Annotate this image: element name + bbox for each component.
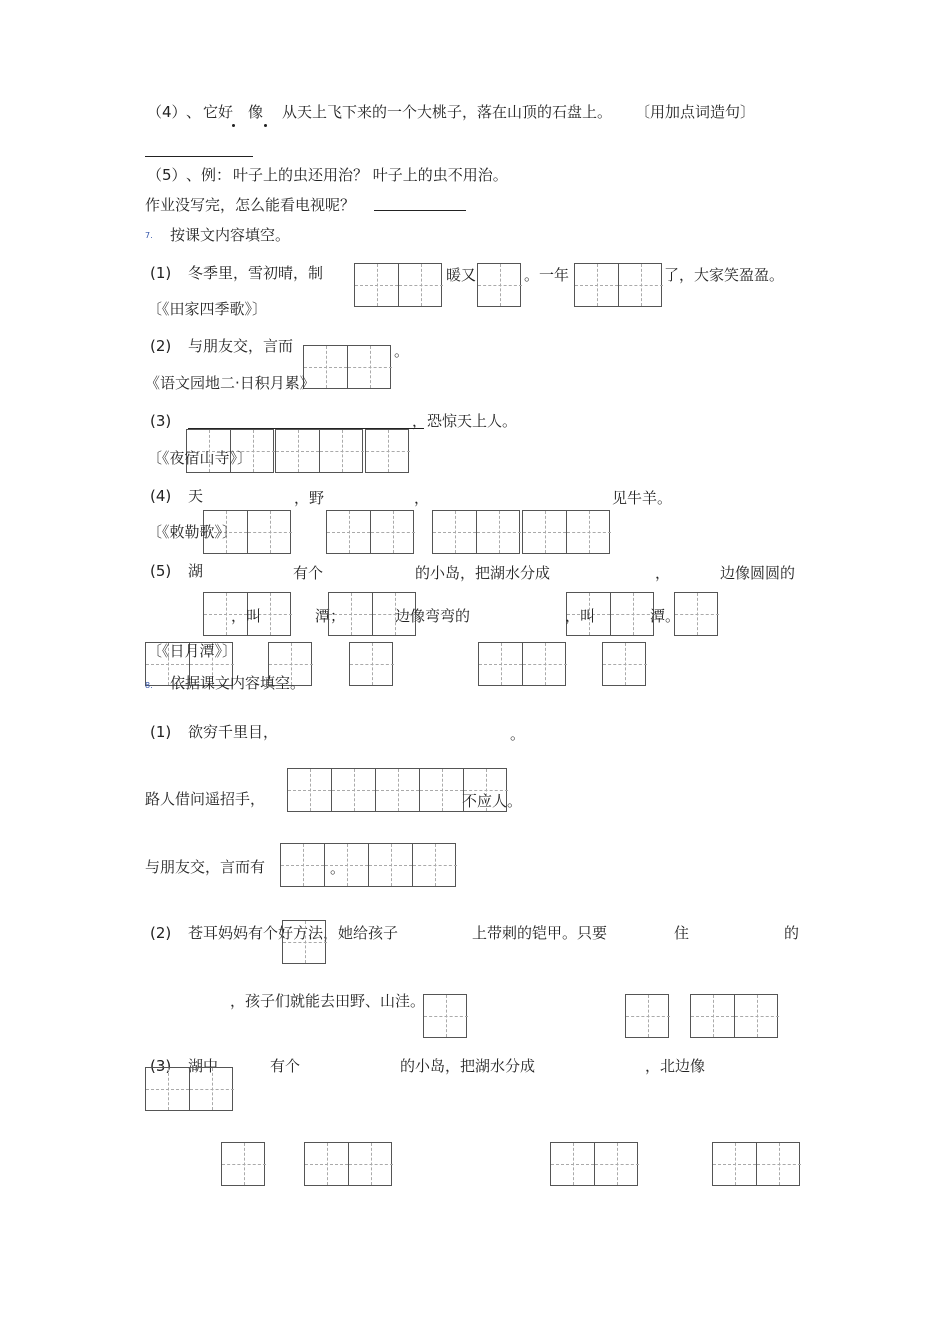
s8-1-line2-b: 不应人。: [462, 792, 523, 810]
s7-1-text-a: 冬季里，雪初晴，制: [188, 264, 324, 282]
s7-1-text-b: 暖又: [446, 266, 477, 284]
s7-5-text-d: ，: [655, 564, 671, 582]
q5-label: 、例：: [186, 166, 232, 184]
s8-3-text-d: ，北边像: [645, 1057, 706, 1075]
s8-2-text-c: 住: [674, 924, 690, 942]
section-7-title: 按课文内容填空。: [170, 226, 291, 244]
answer-grid[interactable]: [221, 1142, 265, 1186]
s7-5-text-e: 边像圆圆的: [720, 564, 796, 582]
answer-grid[interactable]: [365, 429, 409, 473]
s7-1-text-d: 了，大家笑盈盈。: [664, 266, 785, 284]
answer-grid[interactable]: [712, 1142, 800, 1186]
s7-5-text-c: 的小岛，把湖水分成: [415, 564, 551, 582]
answer-grid[interactable]: [477, 263, 521, 307]
s7-3-text-a: ，恐惊天上人。: [412, 412, 518, 430]
s7-2-number: (2): [150, 337, 172, 355]
answer-grid[interactable]: [303, 345, 391, 389]
s8-3-number: (3): [150, 1057, 172, 1075]
s7-5-text-j: 潭。: [650, 607, 681, 625]
q4-separator: 、: [186, 103, 202, 121]
answer-grid[interactable]: [432, 510, 520, 554]
s8-1-line2-a: 路人借问遥招手，: [145, 790, 266, 808]
section-7-number: 7.: [145, 231, 153, 240]
s7-1-source: 〔《田家四季歌》〕: [147, 300, 268, 318]
answer-grid[interactable]: [522, 510, 610, 554]
answer-grid[interactable]: [326, 510, 414, 554]
s7-5-number: (5): [150, 562, 172, 580]
s7-5-text-b: 有个: [293, 564, 324, 582]
s7-4-text-a: 天: [188, 487, 204, 505]
s7-4-number: (4): [150, 487, 172, 505]
q5-answer-line[interactable]: [374, 210, 466, 211]
s8-3-text-b: 有个: [270, 1057, 301, 1075]
q4-number: （4）: [147, 103, 187, 121]
answer-grid[interactable]: [550, 1142, 638, 1186]
s7-1-number: (1): [150, 264, 172, 282]
s7-5-text-i: ，叫: [565, 607, 596, 625]
q5-example: 叶子上的虫还用治？ 叶子上的虫不用治。: [233, 166, 508, 184]
s7-4-source: 〔《敕勒歌》〕: [147, 523, 238, 541]
answer-grid[interactable]: [574, 263, 662, 307]
answer-grid[interactable]: [602, 642, 646, 686]
answer-grid[interactable]: [690, 994, 778, 1038]
s8-1-number: (1): [150, 723, 172, 741]
section-8-title: 依据课文内容填空。: [170, 674, 306, 692]
answer-grid[interactable]: [423, 994, 467, 1038]
q4-emphasized-char: 像: [248, 103, 264, 121]
section-8-number: 8.: [145, 681, 153, 690]
q5-question: 作业没写完，怎么能看电视呢？: [145, 196, 356, 214]
q4-answer-line[interactable]: [145, 156, 253, 157]
s7-5-text-a: 湖: [188, 562, 204, 580]
s8-1-end: 。: [510, 725, 526, 743]
s7-5-source: 〔《日月潭》〕: [147, 642, 238, 660]
answer-grid[interactable]: [349, 642, 393, 686]
s7-4-text-d: 见牛羊。: [612, 489, 673, 507]
emphasis-dot: [264, 124, 267, 127]
s7-5-text-f: ，叫: [231, 607, 262, 625]
s8-2-text-b: 上带刺的铠甲。只要: [472, 924, 608, 942]
s7-5-text-g: 潭；: [315, 607, 346, 625]
q5-number: （5）: [147, 166, 187, 184]
s7-2-end: 。: [394, 342, 410, 360]
q4-text-post: 从天上飞下来的一个大桃子，落在山顶的石盘上。: [282, 103, 613, 121]
answer-grid[interactable]: [280, 843, 456, 887]
answer-grid[interactable]: [145, 1067, 233, 1111]
s7-2-text-a: 与朋友交，言而: [188, 337, 294, 355]
s7-2-source: 《语文园地二·日积月累》: [145, 374, 315, 392]
s8-2-text-e: ，孩子们就能去田野、山洼。: [230, 992, 426, 1010]
s7-4-text-c: ，: [414, 489, 430, 507]
q4-instruction: 〔用加点词造句〕: [635, 103, 756, 121]
answer-grid[interactable]: [282, 920, 326, 964]
s8-1-line3-a: 与朋友交，言而有: [145, 858, 266, 876]
answer-grid[interactable]: [275, 429, 363, 473]
answer-grid[interactable]: [304, 1142, 392, 1186]
s7-4-text-b: ，野: [294, 489, 325, 507]
answer-grid[interactable]: [625, 994, 669, 1038]
s8-1-line3-b: 。: [330, 859, 346, 877]
answer-grid[interactable]: [354, 263, 442, 307]
answer-grid[interactable]: [674, 592, 718, 636]
s8-3-text-c: 的小岛，把湖水分成: [400, 1057, 536, 1075]
s8-3-text-a: 湖中: [188, 1057, 219, 1075]
s8-2-text-d: 的: [784, 924, 800, 942]
s8-1-text-a: 欲穷千里目，: [188, 723, 279, 741]
s7-3-number: (3): [150, 412, 172, 430]
s7-5-text-h: 边像弯弯的: [395, 607, 471, 625]
s7-1-text-c: 。一年: [524, 266, 570, 284]
s7-3-source: 〔《夜宿山寺》〕: [147, 449, 253, 467]
emphasis-dot: [232, 124, 235, 127]
q4-text-pre: 它好: [203, 103, 234, 121]
s8-2-text-a: 苍耳妈妈有个好方法，她给孩子: [188, 924, 399, 942]
answer-grid[interactable]: [478, 642, 566, 686]
s8-2-number: (2): [150, 924, 172, 942]
